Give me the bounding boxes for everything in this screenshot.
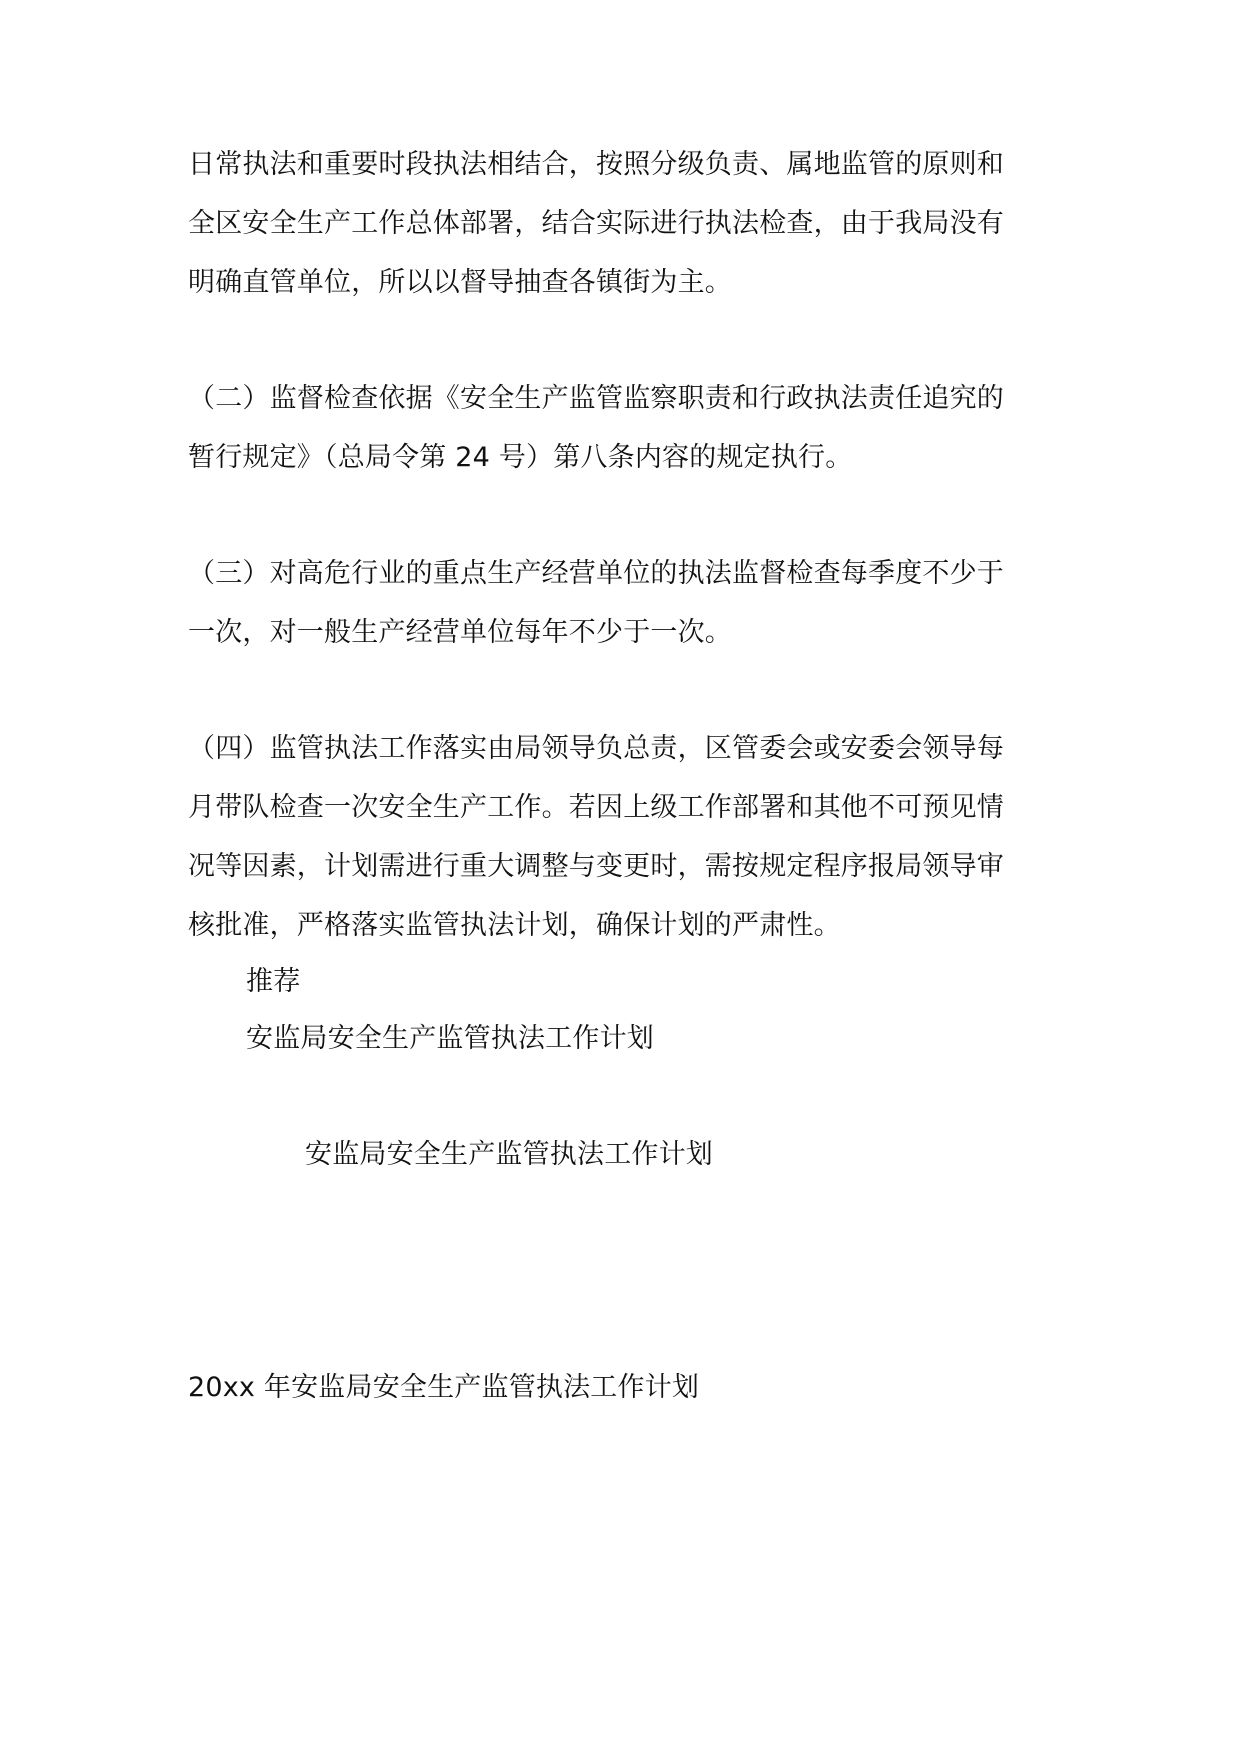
section-title: 安监局安全生产监管执法工作计划 (305, 1139, 713, 1170)
text-line: （二）监督检查依据《安全生产监管监察职责和行政执法责任追究的 (188, 383, 1004, 414)
text-line: 暂行规定》（总局令第 24 号）第八条内容的规定执行。 (188, 442, 853, 473)
text-line: （三）对高危行业的重点生产经营单位的执法监督检查每季度不少于 (188, 558, 1004, 589)
text-line: （四）监管执法工作落实由局领导负总责，区管委会或安委会领导每 (188, 733, 1004, 764)
document-title: 20xx 年安监局安全生产监管执法工作计划 (188, 1372, 700, 1403)
text-line: 一次，对一般生产经营单位每年不少于一次。 (188, 617, 732, 648)
text-line: 全区安全生产工作总体部署，结合实际进行执法检查，由于我局没有 (188, 208, 1004, 239)
text-line: 况等因素，计划需进行重大调整与变更时，需按规定程序报局领导审 (188, 851, 1004, 882)
text-line: 核批准，严格落实监管执法计划，确保计划的严肃性。 (188, 910, 841, 941)
text-line: 月带队检查一次安全生产工作。若因上级工作部署和其他不可预见情 (188, 792, 1004, 823)
recommend-link[interactable]: 安监局安全生产监管执法工作计划 (246, 1023, 654, 1054)
text-line: 明确直管单位，所以以督导抽查各镇街为主。 (188, 267, 732, 298)
recommend-label: 推荐 (246, 966, 301, 997)
text-line: 日常执法和重要时段执法相结合，按照分级负责、属地监管的原则和 (188, 149, 1004, 180)
